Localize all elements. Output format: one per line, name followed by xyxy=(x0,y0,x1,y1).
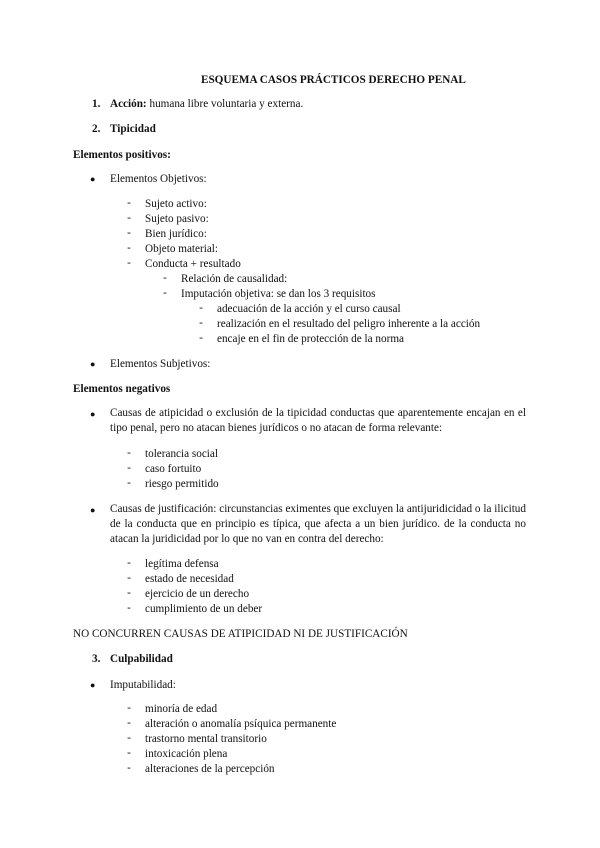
dash-icon: - xyxy=(127,572,131,584)
list-item: Conducta + resultado xyxy=(145,258,241,270)
dash-icon: - xyxy=(127,747,131,759)
negative-elements-heading: Elementos negativos xyxy=(73,383,171,395)
dash-icon: - xyxy=(127,587,131,599)
list-item: trastorno mental transitorio xyxy=(145,733,267,745)
list-item: legítima defensa xyxy=(145,558,219,570)
dash-icon: - xyxy=(127,732,131,744)
dash-icon: - xyxy=(127,602,131,614)
justificacion-paragraph: Causas de justificación: circunstancias eximentes que excluyen la antijuridicidad o la ilicitud de la conducta que en principio es típica, que afecta a un bien jurídico. de la conducta no atacan la juridicidad por lo que no van en contra del derecho: xyxy=(110,503,526,545)
section-3-label: Culpabilidad xyxy=(110,653,173,665)
dash-icon: - xyxy=(127,227,131,239)
bullet-icon: ● xyxy=(90,359,96,369)
section-2-number: 2. xyxy=(92,123,101,135)
list-item: riesgo permitido xyxy=(145,478,219,490)
list-item: realización en el resultado del peligro inherente a la acción xyxy=(217,318,481,330)
dash-icon: - xyxy=(127,197,131,209)
dash-icon: - xyxy=(127,242,131,254)
list-item: Imputación objetiva: se dan los 3 requisitos xyxy=(181,288,376,300)
section-2-label: Tipicidad xyxy=(110,123,156,135)
list-item: encaje en el fin de protección de la norma xyxy=(217,333,404,345)
bullet-icon: ● xyxy=(90,409,96,419)
list-item: alteración o anomalía psíquica permanente xyxy=(145,718,337,730)
list-item: ejercicio de un derecho xyxy=(145,588,250,600)
dash-icon: - xyxy=(127,257,131,269)
dash-icon: - xyxy=(127,212,131,224)
dash-icon: - xyxy=(127,717,131,729)
dash-icon: - xyxy=(127,447,131,459)
dash-icon: - xyxy=(163,287,167,299)
section-3-number: 3. xyxy=(92,653,101,665)
document-title: ESQUEMA CASOS PRÁCTICOS DERECHO PENAL xyxy=(201,74,466,86)
subjective-elements-heading: Elementos Subjetivos: xyxy=(110,358,211,370)
imputabilidad-heading: Imputabilidad: xyxy=(110,679,176,691)
section-1-label: Acción: xyxy=(110,98,147,110)
atipicidad-paragraph: Causas de atipicidad o exclusión de la tipicidad conductas que aparentemente encajan en el tipo penal, pero no atacan bienes jurídicos o no atacan de forma relevante: xyxy=(110,407,526,434)
section-1 xyxy=(110,97,303,111)
list-item: Relación de causalidad: xyxy=(181,273,288,285)
list-item: minoría de edad xyxy=(145,703,218,715)
list-item: estado de necesidad xyxy=(145,573,234,585)
dash-icon: - xyxy=(127,477,131,489)
dash-icon: - xyxy=(199,317,203,329)
dash-icon: - xyxy=(127,762,131,774)
bullet-icon: ● xyxy=(90,680,96,690)
list-item: intoxicación plena xyxy=(145,748,228,760)
no-concurren-note: NO CONCURREN CAUSAS DE ATIPICIDAD NI DE JUSTIFICACIÓN xyxy=(73,628,408,640)
positive-elements-heading: Elementos positivos: xyxy=(73,149,171,161)
dash-icon: - xyxy=(127,557,131,569)
list-item: Sujeto pasivo: xyxy=(145,213,209,225)
list-item: alteraciones de la percepción xyxy=(145,763,275,775)
dash-icon: - xyxy=(199,302,203,314)
list-item: adecuación de la acción y el curso causal xyxy=(217,303,401,315)
list-item: caso fortuito xyxy=(145,463,202,475)
list-item: Bien jurídico: xyxy=(145,228,207,240)
list-item: cumplimiento de un deber xyxy=(145,603,263,615)
list-item: tolerancia social xyxy=(145,448,218,460)
objective-elements-heading: Elementos Objetivos: xyxy=(110,173,207,185)
bullet-icon: ● xyxy=(90,505,96,515)
list-item: Objeto material: xyxy=(145,243,219,255)
dash-icon: - xyxy=(163,272,167,284)
section-1-text: humana libre voluntaria y externa. xyxy=(146,98,304,110)
list-item: Sujeto activo: xyxy=(145,198,207,210)
dash-icon: - xyxy=(199,332,203,344)
dash-icon: - xyxy=(127,702,131,714)
bullet-icon: ● xyxy=(90,174,96,184)
dash-icon: - xyxy=(127,462,131,474)
section-1-number: 1. xyxy=(92,98,101,110)
